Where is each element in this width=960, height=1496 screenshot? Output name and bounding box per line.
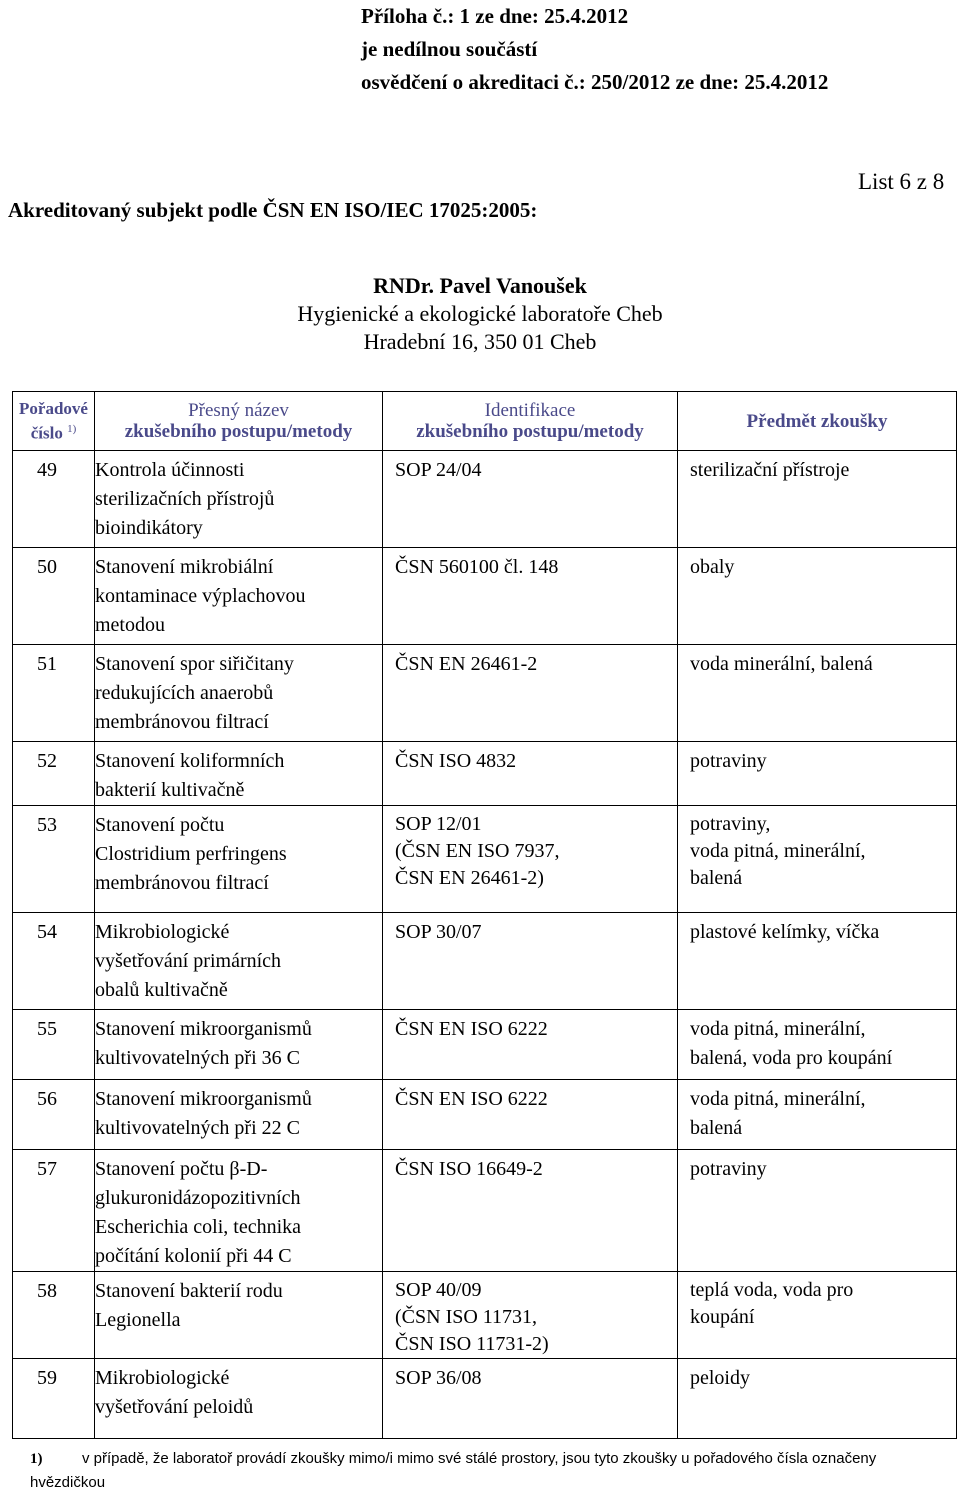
column-header-name-line2: zkušebního postupu/metody: [124, 421, 353, 442]
row-number: 51: [13, 645, 95, 742]
test-subject-line: potraviny: [690, 750, 767, 772]
method-name-line: bioindikátory: [95, 517, 203, 539]
test-subject: [678, 1150, 957, 1272]
test-subject: [678, 742, 957, 806]
test-subject-line: peloidy: [690, 1367, 750, 1389]
footnote-text: v případě, že laboratoř provádí zkoušky mimo/i mimo své stálé prostory, jsou tyto zkoušky u pořadového čísla označeny hvězdičkou: [30, 1450, 877, 1491]
method-name-line: Stanovení mikroorganismů: [95, 1088, 312, 1110]
test-subject: [678, 548, 957, 645]
method-identification-line: SOP 24/04: [395, 459, 482, 481]
table-header-row: [13, 392, 957, 451]
footnote: [30, 1447, 952, 1494]
method-identification-line: ČSN ISO 4832: [395, 750, 517, 772]
method-name-line: obalů kultivačně: [95, 979, 228, 1001]
method-name-line: bakterií kultivačně: [95, 779, 245, 801]
method-identification-line: (ČSN EN ISO 7937,: [395, 840, 560, 862]
method-name: [95, 1359, 383, 1439]
method-identification: [383, 913, 678, 1010]
method-name: [95, 451, 383, 548]
method-name-line: vyšetřování primárních: [95, 950, 282, 972]
row-number: 55: [13, 1010, 95, 1080]
method-identification-line: ČSN ISO 11731-2): [395, 1333, 549, 1355]
method-name-line: membránovou filtrací: [95, 872, 269, 894]
test-subject-line: potraviny,: [690, 813, 771, 835]
organization-address: Hradební 16, 350 01 Cheb: [363, 329, 597, 354]
method-name-line: Clostridium perfringens: [95, 843, 287, 865]
table-row: [13, 1080, 957, 1150]
method-name-line: Stanovení mikrobiální: [95, 556, 274, 578]
column-header-order-line1: Pořadové: [19, 399, 88, 419]
column-header-name-line1: Přesný název: [188, 400, 289, 421]
method-identification-line: ČSN ISO 16649-2: [395, 1158, 543, 1180]
method-identification: [383, 1272, 678, 1359]
row-number: 59: [13, 1359, 95, 1439]
organization-name: RNDr. Pavel Vanoušek: [373, 273, 587, 298]
column-header-ident-line2: zkušebního postupu/metody: [416, 421, 644, 442]
organization-block: [0, 272, 960, 356]
method-identification: [383, 548, 678, 645]
method-identification: [383, 1150, 678, 1272]
method-name-line: membránovou filtrací: [95, 711, 269, 733]
table-row: [13, 1010, 957, 1080]
method-name: [95, 913, 383, 1010]
test-subject-line: balená, voda pro koupání: [690, 1047, 893, 1069]
method-identification: [383, 1010, 678, 1080]
method-name-line: Stanovení počtu: [95, 814, 225, 836]
column-header-order-line2: číslo: [30, 423, 63, 443]
table-row: [13, 451, 957, 548]
row-number: 53: [13, 806, 95, 913]
method-name: [95, 1080, 383, 1150]
row-number: 56: [13, 1080, 95, 1150]
test-subject-line: koupání: [690, 1306, 755, 1328]
column-header-ident: [383, 392, 678, 451]
table-row: [13, 742, 957, 806]
footnote-reference: 1): [67, 423, 77, 436]
test-subject-line: teplá voda, voda pro: [690, 1279, 854, 1301]
row-number: 54: [13, 913, 95, 1010]
annex-line: Příloha č.: 1 ze dne: 25.4.2012: [361, 4, 629, 28]
page-indicator: List 6 z 8: [858, 169, 945, 194]
method-identification-line: ČSN EN 26461-2): [395, 867, 544, 889]
test-subject-line: sterilizační přístroje: [690, 459, 850, 481]
test-subject: [678, 913, 957, 1010]
method-name-line: Mikrobiologické: [95, 1367, 230, 1389]
method-name-line: Stanovení počtu β-D-: [95, 1158, 268, 1180]
table-row: [13, 806, 957, 913]
method-name: [95, 548, 383, 645]
test-subject-line: balená: [690, 1117, 743, 1139]
method-identification: [383, 1080, 678, 1150]
method-identification: [383, 451, 678, 548]
column-header-subject: [678, 392, 957, 451]
method-name-line: glukuronidázopozitivních: [95, 1187, 301, 1209]
method-name: [95, 742, 383, 806]
method-name-line: Legionella: [95, 1309, 181, 1331]
test-subject-line: voda minerální, balená: [690, 653, 873, 675]
test-subject: [678, 1080, 957, 1150]
test-subject: [678, 1272, 957, 1359]
method-identification: [383, 1359, 678, 1439]
method-name-line: Escherichia coli, technika: [95, 1216, 302, 1238]
column-header-subject-label: Předmět zkoušky: [746, 410, 888, 432]
test-subject-line: voda pitná, minerální,: [690, 1018, 866, 1040]
test-subject: [678, 1010, 957, 1080]
method-identification-line: ČSN EN ISO 6222: [395, 1088, 548, 1110]
method-identification-line: ČSN EN ISO 6222: [395, 1018, 548, 1040]
method-name: [95, 1150, 383, 1272]
method-name: [95, 1010, 383, 1080]
row-number: 58: [13, 1272, 95, 1359]
row-number: 52: [13, 742, 95, 806]
row-number: 50: [13, 548, 95, 645]
test-subject-line: voda pitná, minerální,: [690, 840, 866, 862]
method-identification-line: SOP 36/08: [395, 1367, 482, 1389]
test-subject: [678, 1359, 957, 1439]
table-row: [13, 1359, 957, 1439]
method-identification-line: ČSN EN 26461-2: [395, 653, 538, 675]
method-name-line: Mikrobiologické: [95, 921, 230, 943]
method-name-line: kultivovatelných při 22 C: [95, 1117, 300, 1139]
test-subject: [678, 806, 957, 913]
footnote-mark: 1): [30, 1451, 43, 1467]
method-identification-line: SOP 30/07: [395, 921, 482, 943]
test-subject: [678, 451, 957, 548]
accreditation-table: [12, 391, 957, 1439]
method-name-line: redukujících anaerobů: [95, 682, 274, 704]
method-name: [95, 645, 383, 742]
test-subject: [678, 645, 957, 742]
method-name-line: sterilizačních přístrojů: [95, 488, 275, 510]
table-row: [13, 1272, 957, 1359]
laboratory-name: Hygienické a ekologické laboratoře Cheb: [297, 301, 663, 326]
method-identification: [383, 645, 678, 742]
test-subject-line: potraviny: [690, 1158, 767, 1180]
test-subject-line: plastové kelímky, víčka: [690, 921, 880, 943]
table-row: [13, 548, 957, 645]
method-name: [95, 1272, 383, 1359]
method-name-line: kontaminace výplachovou: [95, 585, 306, 607]
method-identification-line: SOP 40/09: [395, 1279, 482, 1301]
test-subject-line: balená: [690, 867, 743, 889]
method-name-line: kultivovatelných při 36 C: [95, 1047, 300, 1069]
certificate-line: osvědčení o akreditaci č.: 250/2012 ze dne: 25.4.2012: [361, 70, 829, 94]
column-header-ident-line1: Identifikace: [484, 400, 576, 421]
row-number: 57: [13, 1150, 95, 1272]
test-subject-line: voda pitná, minerální,: [690, 1088, 866, 1110]
method-name-line: Stanovení bakterií rodu: [95, 1280, 283, 1302]
table-row: [13, 1150, 957, 1272]
method-identification: [383, 742, 678, 806]
table-row: [13, 645, 957, 742]
row-number: 49: [13, 451, 95, 548]
method-name-line: Stanovení spor siřičitany: [95, 653, 294, 675]
method-name-line: metodou: [95, 614, 165, 636]
method-identification-line: SOP 12/01: [395, 813, 482, 835]
table-row: [13, 913, 957, 1010]
method-name-line: počítání kolonií při 44 C: [95, 1245, 292, 1267]
method-identification: [383, 806, 678, 913]
accredited-subject-line: Akreditovaný subjekt podle ČSN EN ISO/IEC 17025:2005:: [8, 198, 538, 222]
method-name-line: Stanovení mikroorganismů: [95, 1018, 312, 1040]
column-header-name: [95, 392, 383, 451]
test-subject-line: obaly: [690, 556, 735, 578]
column-header-order: [13, 392, 95, 451]
method-name-line: vyšetřování peloidů: [95, 1396, 254, 1418]
method-identification-line: ČSN 560100 čl. 148: [395, 556, 559, 578]
method-name: [95, 806, 383, 913]
method-name-line: Kontrola účinnosti: [95, 459, 245, 481]
part-line: je nedílnou součástí: [361, 37, 538, 61]
method-identification-line: (ČSN ISO 11731,: [395, 1306, 538, 1328]
method-name-line: Stanovení koliformních: [95, 750, 285, 772]
